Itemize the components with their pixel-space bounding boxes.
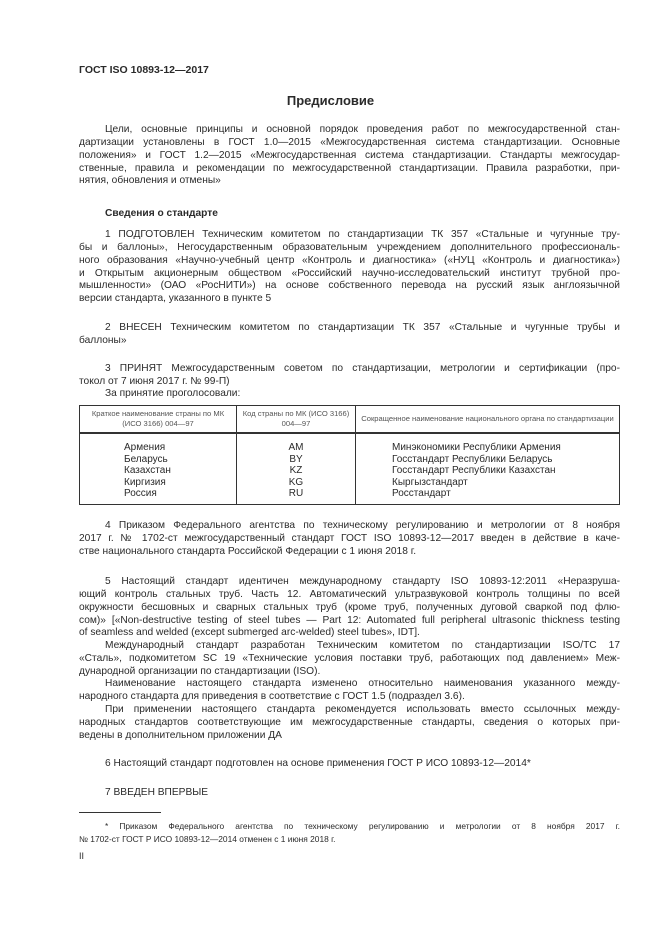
text-line: 7 ВВЕДЕН ВПЕРВЫЕ: [105, 787, 209, 798]
table-row: [80, 488, 620, 504]
text-line: стве национального стандарта Российской Федерации с 1 июня 2018 г.: [79, 545, 417, 557]
authority-cell: Росстандарт: [356, 488, 620, 504]
country-cell: Россия: [80, 488, 237, 504]
text-line: № 1702-ст ГОСТ Р ИСО 10893-12—2014 отменен с 1 июня 2018 г.: [79, 833, 336, 844]
text-line: 2 ВНЕСЕН Техническим комитетом по стандартизации ТК 357 «Стальные и чугунные трубы и: [105, 322, 620, 333]
item-4-paragraph: [79, 520, 620, 559]
voting-table: [79, 405, 620, 505]
authority-cell: Минэкономики Республики Армения: [356, 433, 620, 454]
text-line: народного стандарта для приведения в соответствие с ГОСТ 1.5 (подраздел 3.6).: [79, 690, 465, 702]
code-cell: KG: [237, 477, 356, 489]
table-row: [80, 433, 620, 454]
item-5-paragraph-3: [79, 678, 620, 704]
column-header-code: Код страны по МК (ИСО 3166) 004—97: [237, 406, 356, 434]
text-line: Цели, основные принципы и основной порядок проведения работ по межгосударственной стан-: [105, 124, 620, 135]
item-1-paragraph: [79, 229, 620, 306]
text-line: 3 ПРИНЯТ Межгосударственным советом по стандартизации, метрологии и сертификации (про-: [105, 363, 620, 374]
country-cell: Армения: [80, 433, 237, 454]
code-cell: BY: [237, 454, 356, 466]
text-line: окружности бесшовных и сварных стальных труб (кроме труб, полученных дуговой сваркой под флю-: [79, 601, 620, 613]
text-line: ющий контроль стальных труб. Часть 12. Автоматический ультразвуковой контроль толщины по всей: [79, 588, 620, 600]
text-line: * Приказом Федерального агентства по техническому регулированию и метрологии от 8 ноября 2017 г.: [105, 821, 620, 831]
country-cell: Киргизия: [80, 477, 237, 489]
text-line: 4 Приказом Федерального агентства по техническому регулированию и метрологии от 8 ноября: [105, 520, 620, 531]
text-line: «Сталь», подкомитетом SC 19 «Технические условия поставки труб, работающих под давлением» Меж-: [79, 652, 620, 664]
item-7-paragraph: [79, 787, 620, 800]
authority-cell: Кыргызстандарт: [356, 477, 620, 489]
authority-cell: Госстандарт Республики Казахстан: [356, 465, 620, 477]
authority-cell: Госстандарт Республики Беларусь: [356, 454, 620, 466]
text-line: сом)» [«Non-destructive testing of steel tubes — Part 12: Automated full peripheral ultrasonic thickness testing: [79, 614, 620, 626]
column-header-country: Краткое наименование страны по МК (ИСО 3166) 004—97: [80, 406, 237, 434]
text-line: дартизации установлены в ГОСТ 1.0—2015 «Межгосударственная система стандартизации. Основные: [79, 136, 620, 148]
footnote: [79, 820, 620, 845]
table-row: [80, 465, 620, 477]
text-line: бы и баллоны», Негосударственным образовательным учреждением дополнительного профессиональ-: [79, 241, 620, 253]
code-cell: AM: [237, 433, 356, 454]
code-cell: KZ: [237, 465, 356, 477]
text-line: 6 Настоящий стандарт подготовлен на основе применения ГОСТ Р ИСО 10893-12—2014*: [105, 758, 531, 769]
text-line: ведены в дополнительном приложении ДА: [79, 729, 282, 741]
item-6-paragraph: [79, 758, 620, 771]
text-line: мышленности» (ОАО «РосНИТИ») на основе собственного перевода на русский язык англоязычной: [79, 280, 620, 292]
document-code-header: ГОСТ ISO 10893-12—2017: [79, 64, 209, 76]
code-cell: RU: [237, 488, 356, 504]
item-5-paragraph: [79, 576, 620, 640]
page-title: Предисловие: [286, 93, 375, 108]
text-line: нятия, обновления и отмены»: [79, 175, 221, 187]
country-cell: Беларусь: [80, 454, 237, 466]
text-line: народных стандартов соответствующие им межгосударственные стандарты, сведения о которых при-: [79, 716, 620, 728]
text-line: 1 ПОДГОТОВЛЕН Техническим комитетом по стандартизации ТК 357 «Стальные и чугунные тру-: [105, 229, 620, 240]
page-number: II: [79, 851, 85, 861]
text-line: 5 Настоящий стандарт идентичен международному стандарту ISO 10893-12:2011 «Неразруша-: [105, 576, 620, 587]
text-line: положения» и ГОСТ 1.2—2015 «Межгосударственная система стандартизации. Стандарты межгосудар-: [79, 149, 620, 161]
text-line: Международный стандарт разработан Техническим комитетом по стандартизации ISO/TC 17: [105, 640, 620, 651]
item-2-paragraph: [79, 322, 620, 348]
text-line: версии стандарта, указанного в пункте 5: [79, 293, 272, 305]
intro-paragraph: [79, 124, 620, 188]
item-3-paragraph: [79, 363, 620, 389]
section-heading: Сведения о стандарте: [105, 208, 218, 219]
item-5-paragraph-2: [79, 640, 620, 679]
column-header-authority: Сокращенное наименование национального органа по стандартизации: [356, 406, 620, 434]
table-header-row: [80, 406, 620, 434]
text-line: баллоны»: [79, 334, 127, 346]
footnote-divider: [79, 812, 161, 813]
item-5-paragraph-4: [79, 704, 620, 743]
text-line: и Открытым акционерным обществом «Российский научно-исследовательский институт трубной про-: [79, 267, 620, 279]
text-line: Наименование настоящего стандарта изменено относительно наименования указанного между-: [105, 678, 620, 689]
text-line: ного образования «Научно-учебный центр «Контроль и диагностика» («НУЦ «Контроль и диагностика»): [79, 254, 620, 266]
table-row: [80, 477, 620, 489]
text-line: 2017 г. № 1702-ст межгосударственный стандарт ГОСТ ISO 10893-12—2017 введен в действие в каче-: [79, 532, 620, 544]
text-line: дународной организации по стандартизации (ISO).: [79, 665, 321, 677]
table-row: [80, 454, 620, 466]
text-line: При применении настоящего стандарта рекомендуется использовать вместо ссылочных между-: [105, 704, 620, 715]
text-line: токол от 7 июня 2017 г. № 99-П): [79, 375, 230, 387]
country-cell: Казахстан: [80, 465, 237, 477]
text-line: ственные, правила и рекомендации по межгосударственной стандартизации. Правила разработки, при-: [79, 162, 620, 174]
text-line: of seamless and welded (except submerged arc-welded) steel tubes», IDT].: [79, 627, 420, 639]
voted-label: За принятие проголосовали:: [105, 388, 241, 399]
